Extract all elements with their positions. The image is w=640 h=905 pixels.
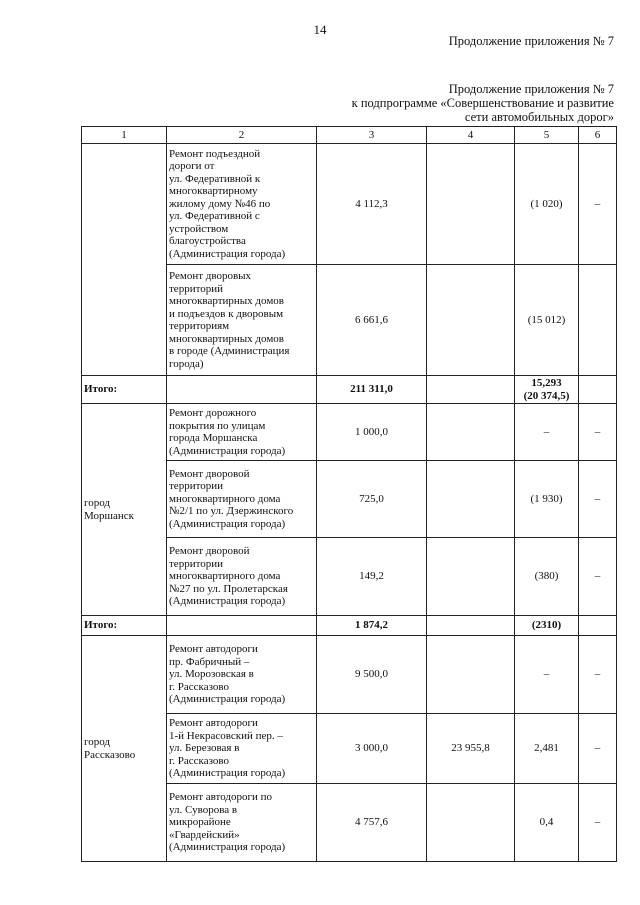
amount-cell: 725,0 bbox=[317, 461, 427, 538]
total-label: Итого: bbox=[82, 616, 167, 636]
table-row bbox=[82, 144, 617, 265]
amount-cell bbox=[427, 144, 515, 265]
amount-cell: 6 661,6 bbox=[317, 265, 427, 376]
total-amount: 1 874,2 bbox=[317, 616, 427, 636]
column-header: 3 bbox=[317, 127, 427, 144]
total-amount: 15,293 (20 374,5) bbox=[515, 376, 579, 404]
column-number-row bbox=[82, 127, 617, 144]
amount-cell: – bbox=[515, 404, 579, 461]
amount-cell: – bbox=[579, 784, 617, 862]
work-description: Ремонт дворовых территорий многоквартирных домов и подъездов к дворовым территориям многоквартирных домов в городе (Администрация города) bbox=[167, 265, 317, 376]
total-amount: (2310) bbox=[515, 616, 579, 636]
amount-cell: (1 930) bbox=[515, 461, 579, 538]
amount-cell bbox=[427, 784, 515, 862]
amount-cell: 149,2 bbox=[317, 538, 427, 616]
amount-cell: – bbox=[515, 636, 579, 714]
amount-cell bbox=[427, 461, 515, 538]
amount-cell bbox=[579, 265, 617, 376]
page-number: 14 bbox=[313, 22, 327, 37]
city-cell: город Рассказово bbox=[82, 636, 167, 862]
amount-cell: – bbox=[579, 461, 617, 538]
amount-cell: 23 955,8 bbox=[427, 714, 515, 784]
header-block bbox=[352, 82, 614, 124]
amount-cell: – bbox=[579, 404, 617, 461]
work-description: Ремонт дворовой территории многоквартирного дома №2/1 по ул. Дзержинского (Администрация города) bbox=[167, 461, 317, 538]
amount-cell bbox=[427, 636, 515, 714]
work-description: Ремонт автодороги по ул. Суворова в микрорайоне «Гвардейский» (Администрация города) bbox=[167, 784, 317, 862]
total-label: Итого: bbox=[82, 376, 167, 404]
work-description: Ремонт дворовой территории многоквартирного дома №27 по ул. Пролетарская (Администрация города) bbox=[167, 538, 317, 616]
total-row bbox=[82, 376, 617, 404]
header-line: Продолжение приложения № 7 bbox=[448, 82, 614, 96]
amount-cell: 9 500,0 bbox=[317, 636, 427, 714]
amount-cell: (15 012) bbox=[515, 265, 579, 376]
amount-cell bbox=[427, 538, 515, 616]
amount-cell: 2,481 bbox=[515, 714, 579, 784]
column-header: 2 bbox=[167, 127, 317, 144]
total-row bbox=[82, 616, 617, 636]
amount-cell: 4 112,3 bbox=[317, 144, 427, 265]
table-row bbox=[82, 636, 617, 714]
column-header: 6 bbox=[579, 127, 617, 144]
amount-cell: (1 020) bbox=[515, 144, 579, 265]
amount-cell: – bbox=[579, 714, 617, 784]
amount-cell bbox=[427, 404, 515, 461]
column-header: 1 bbox=[82, 127, 167, 144]
work-description: Ремонт подъездной дороги от ул. Федеративной к многоквартирному жилому дому №46 по ул. Федеративной с устройством благоустройства (Администрация города) bbox=[167, 144, 317, 265]
amount-cell: 3 000,0 bbox=[317, 714, 427, 784]
work-description: Ремонт автодороги 1-й Некрасовский пер. – ул. Березовая в г. Рассказово (Администрация города) bbox=[167, 714, 317, 784]
amount-cell: – bbox=[579, 538, 617, 616]
header-continuation: Продолжение приложения № 7 bbox=[448, 34, 614, 48]
amount-cell: – bbox=[579, 144, 617, 265]
header-line: к подпрограмме «Совершенствование и развитие bbox=[351, 96, 614, 110]
total-amount: 211 311,0 bbox=[317, 376, 427, 404]
amount-cell: – bbox=[579, 636, 617, 714]
city-cell bbox=[82, 144, 167, 376]
work-description: Ремонт автодороги пр. Фабричный – ул. Морозовская в г. Рассказово (Администрация города) bbox=[167, 636, 317, 714]
amount-cell bbox=[427, 265, 515, 376]
amount-cell: 1 000,0 bbox=[317, 404, 427, 461]
column-header: 4 bbox=[427, 127, 515, 144]
amount-cell: 0,4 bbox=[515, 784, 579, 862]
table-row bbox=[82, 404, 617, 461]
column-header: 5 bbox=[515, 127, 579, 144]
amount-cell: 4 757,6 bbox=[317, 784, 427, 862]
work-description: Ремонт дорожного покрытия по улицам города Моршанска (Администрация города) bbox=[167, 404, 317, 461]
program-table bbox=[81, 126, 617, 862]
amount-cell: (380) bbox=[515, 538, 579, 616]
city-cell: город Моршанск bbox=[82, 404, 167, 616]
header-line: сети автомобильных дорог» bbox=[464, 110, 614, 124]
